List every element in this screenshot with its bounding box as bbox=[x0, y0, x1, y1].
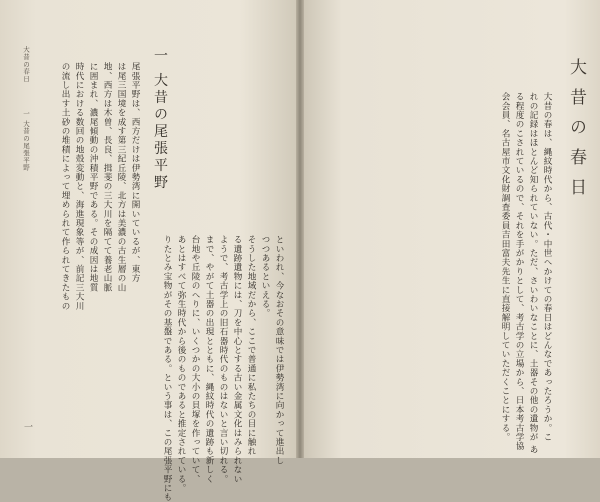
section-title: 一 大昔の尾張平野 bbox=[152, 48, 168, 192]
body-line: まで、やがて土器の出現とともに、縄紋時代の遺跡も新しく bbox=[204, 235, 214, 484]
body-line: 地、西方は木曽、長良、揖斐の三大川を隔てて養老山脈 bbox=[102, 62, 112, 292]
body-line: 会会員、名古屋市文化財調査委員吉田富夫先生に直接解明していただくことにする。 bbox=[500, 92, 510, 442]
body-line: 大昔の春は、縄紋時代から、古代・中世へかけての春日はどんなであったろうか。こ bbox=[542, 92, 552, 442]
body-line: る程度のこされているので、それを手がかりとして、考古学の立場から、日本考古学協 bbox=[514, 92, 524, 451]
body-line: そうした地域だから、ここで普通に私たちの目に触れ bbox=[246, 235, 256, 456]
body-line: りたとみ宝物がその基盤である。という事は、この尾張平野にも bbox=[162, 235, 172, 502]
body-line: は尾三国境を成す第三紀丘陵、北方は美濃の古生層の山 bbox=[116, 62, 126, 292]
body-line: れの記録はほとんど知られていない。ただ、さいわいなことに、土器その他の遺物が あ bbox=[528, 92, 538, 455]
running-head: 大昔の春日 bbox=[22, 46, 30, 83]
body-line: 尾張平野は、西方だけは伊勢湾に開いているが、東方 bbox=[130, 62, 140, 283]
body-line: ようで、考古学上の旧石器時代のものはないと言い切れる。 bbox=[218, 235, 228, 484]
body-line: つつあるといえる。 bbox=[260, 235, 270, 318]
body-line: 台地や丘陵のへりに、いくつかの大小の貝塚を作っていて、 bbox=[190, 235, 200, 484]
body-line: あとはすべて弥生時代から後のものであると推定されている。 bbox=[176, 235, 186, 493]
body-line: の流し出す土砂の堆積によって埋められて作られてきたもの bbox=[60, 62, 70, 311]
book-gutter bbox=[296, 0, 304, 458]
body-line: る遺跡遺物には、刀を中心とする古い金属文化はみられない bbox=[232, 235, 242, 484]
body-line: といわれ、今なおその意味では伊勢湾に向かって進出し bbox=[274, 235, 284, 465]
page-number: 一 bbox=[24, 423, 34, 433]
body-line: 時代における数回の地殻変動と、海進現象等が、前記三大川 bbox=[74, 62, 84, 311]
body-line: に囲まれ、濃尾傾動の沖積平野である。その成因は地質 bbox=[88, 62, 98, 292]
right-page bbox=[300, 0, 600, 458]
chapter-title: 大昔の春日 bbox=[566, 58, 586, 208]
running-head-section: 一 大昔の尾張平野 bbox=[22, 110, 30, 172]
